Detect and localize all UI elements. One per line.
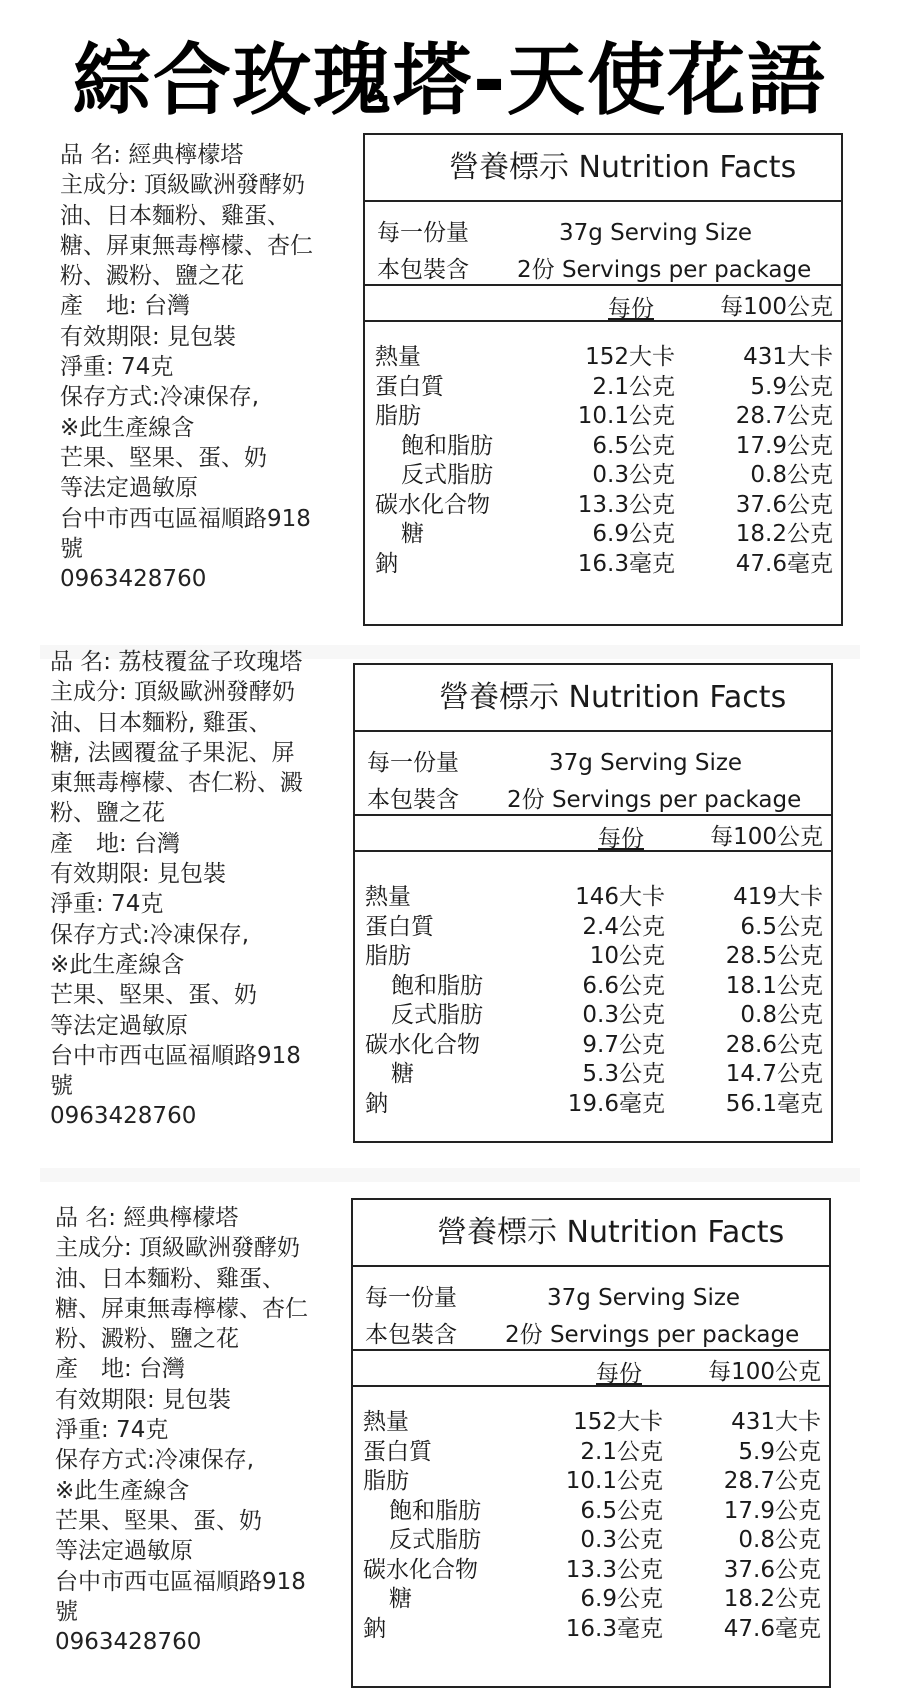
info-line: 台中市西屯區福順路918 [50, 1042, 301, 1069]
nutrient-per-serving: 146大卡 [575, 884, 665, 910]
nutrition-row [355, 1089, 831, 1119]
info-line: 淨重: 74克 [60, 354, 174, 381]
nutrient-per-100g: 419大卡 [733, 884, 823, 910]
nutrition-rows [365, 322, 841, 602]
nutrition-column-headers [355, 816, 831, 852]
info-line: 台中市西屯區福順路918 [60, 505, 311, 532]
info-line: 粉、鹽之花 [50, 800, 165, 827]
col-per-serving: 每份 [596, 1361, 642, 1387]
serving-size-value: 37g Serving Size [559, 220, 753, 246]
package-label: 本包裝含 [365, 1322, 457, 1348]
section-divider [40, 1168, 860, 1182]
info-line: 0963428760 [55, 1629, 202, 1656]
nutrient-name: 蛋白質 [375, 373, 444, 400]
nutrient-per-serving: 16.3毫克 [565, 1615, 663, 1642]
nutrient-name: 糖 [391, 1061, 414, 1087]
serving-size-label: 每一份量 [365, 1285, 457, 1311]
nutrient-per-100g: 47.6毫克 [735, 550, 833, 577]
info-line: 號 [50, 1073, 73, 1100]
nutrient-name: 熱量 [375, 344, 421, 370]
nutrient-per-100g: 37.6公克 [735, 491, 833, 518]
info-line: 有效期限: 見包裝 [55, 1386, 232, 1413]
page-title: 綜合玫瑰塔-天使花語 [72, 36, 828, 126]
info-line: 芒果、堅果、蛋、奶 [50, 982, 257, 1009]
nutrient-name: 脂肪 [375, 403, 421, 429]
nutrition-row [353, 1407, 829, 1437]
nutrition-rows [353, 1387, 829, 1662]
serving-size-label: 每一份量 [367, 750, 459, 776]
nutrient-per-100g: 47.6毫克 [723, 1615, 821, 1642]
nutrient-per-100g: 56.1毫克 [725, 1090, 823, 1117]
nutrient-per-100g: 18.2公克 [723, 1586, 821, 1612]
col-per-100g: 每100公克 [710, 824, 823, 850]
col-per-100g: 每100公克 [708, 1359, 821, 1385]
nutrient-per-serving: 0.3公克 [582, 1002, 665, 1028]
nutrient-name: 反式脂肪 [401, 462, 493, 488]
nutrition-row [353, 1496, 829, 1526]
nutrition-rows [355, 852, 831, 1122]
nutrient-per-100g: 0.8公克 [750, 462, 833, 488]
info-line: ※此生產線含 [50, 951, 185, 978]
nutrient-name: 飽和脂肪 [389, 1497, 481, 1524]
info-line: 號 [55, 1598, 78, 1625]
info-line: 產 地: 台灣 [50, 830, 181, 857]
info-line: 東無毒檸檬、杏仁粉、澱 [50, 770, 303, 797]
nutrition-row [365, 490, 841, 520]
product-info-block [55, 1203, 308, 1657]
nutrition-row [365, 460, 841, 490]
nutrient-per-serving: 6.5公克 [592, 432, 675, 459]
nutrition-row [353, 1584, 829, 1614]
info-line: 品 名: 荔枝覆盆子玫瑰塔 [50, 649, 303, 675]
nutrition-row [365, 401, 841, 431]
nutrition-heading: 營養標示 Nutrition Facts [365, 135, 841, 202]
nutrient-per-serving: 16.3毫克 [577, 550, 675, 577]
nutrition-row [353, 1466, 829, 1496]
nutrition-row [365, 342, 841, 372]
nutrient-name: 糖 [389, 1586, 412, 1612]
product-info-block [50, 647, 303, 1132]
nutrition-heading: 營養標示 Nutrition Facts [355, 665, 831, 732]
info-line: 0963428760 [60, 566, 207, 593]
info-line: 等法定過敏原 [50, 1012, 188, 1039]
nutrition-facts-box [351, 1198, 831, 1688]
serving-size-value: 37g Serving Size [547, 1285, 741, 1311]
info-line: 粉、澱粉、鹽之花 [55, 1326, 239, 1353]
nutrient-per-serving: 13.3公克 [577, 491, 675, 518]
nutrient-name: 脂肪 [365, 943, 411, 969]
product-info-block [60, 140, 313, 594]
nutrition-row [365, 372, 841, 402]
info-line: 芒果、堅果、蛋、奶 [55, 1507, 262, 1534]
col-per-100g: 每100公克 [720, 294, 833, 320]
info-line: 糖、屏東無毒檸檬、杏仁 [55, 1295, 308, 1322]
nutrition-row [355, 1030, 831, 1060]
nutrition-row [353, 1525, 829, 1555]
nutrient-per-100g: 18.1公克 [725, 972, 823, 999]
nutrient-per-serving: 9.7公克 [582, 1031, 665, 1058]
nutrient-name: 鈉 [375, 550, 398, 577]
nutrient-name: 飽和脂肪 [391, 972, 483, 999]
info-line: 油、日本麵粉、雞蛋、 [60, 202, 290, 229]
info-line: 品 名: 經典檸檬塔 [60, 142, 244, 168]
nutrient-per-100g: 28.6公克 [725, 1031, 823, 1058]
package-value: 2份 Servings per package [505, 1322, 800, 1348]
nutrient-per-serving: 10.1公克 [577, 403, 675, 429]
nutrition-row [365, 549, 841, 579]
nutrient-per-serving: 6.5公克 [580, 1497, 663, 1524]
info-line: 淨重: 74克 [50, 891, 164, 918]
nutrient-per-serving: 6.6公克 [582, 972, 665, 999]
nutrient-name: 鈉 [363, 1615, 386, 1642]
col-per-serving: 每份 [598, 826, 644, 852]
nutrient-per-serving: 6.9公克 [580, 1586, 663, 1612]
nutrient-per-100g: 28.7公克 [723, 1468, 821, 1494]
nutrition-row [355, 882, 831, 912]
nutrient-per-100g: 0.8公克 [738, 1527, 821, 1553]
info-line: 保存方式:冷凍保存, [50, 921, 250, 948]
nutrient-per-100g: 17.9公克 [735, 432, 833, 459]
nutrition-row [353, 1555, 829, 1585]
nutrient-name: 熱量 [365, 884, 411, 910]
nutrition-row [365, 431, 841, 461]
package-label: 本包裝含 [377, 257, 469, 283]
nutrition-row [355, 1059, 831, 1089]
nutrient-per-100g: 6.5公克 [740, 913, 823, 940]
nutrient-per-100g: 431大卡 [743, 344, 833, 370]
info-line: 保存方式:冷凍保存, [60, 384, 260, 411]
serving-size-value: 37g Serving Size [549, 750, 743, 776]
nutrient-per-serving: 6.9公克 [592, 521, 675, 547]
info-line: 保存方式:冷凍保存, [55, 1447, 255, 1474]
nutrient-per-serving: 0.3公克 [580, 1527, 663, 1553]
info-line: ※此生產線含 [60, 414, 195, 441]
serving-size-label: 每一份量 [377, 220, 469, 246]
info-line: 油、日本麵粉, 雞蛋、 [50, 709, 272, 736]
nutrient-per-serving: 2.4公克 [582, 913, 665, 940]
nutrition-row [353, 1437, 829, 1467]
nutrient-per-100g: 431大卡 [731, 1409, 821, 1435]
nutrient-name: 蛋白質 [363, 1438, 432, 1465]
info-line: 有效期限: 見包裝 [50, 861, 227, 888]
nutrient-name: 碳水化合物 [363, 1556, 478, 1583]
nutrient-per-100g: 0.8公克 [740, 1002, 823, 1028]
nutrient-per-serving: 13.3公克 [565, 1556, 663, 1583]
nutrient-per-100g: 37.6公克 [723, 1556, 821, 1583]
nutrient-name: 熱量 [363, 1409, 409, 1435]
nutrient-name: 碳水化合物 [365, 1031, 480, 1058]
nutrient-per-100g: 5.9公克 [750, 373, 833, 400]
serving-info [365, 202, 841, 286]
nutrient-name: 反式脂肪 [391, 1002, 483, 1028]
nutrient-name: 糖 [401, 521, 424, 547]
nutrition-row [355, 971, 831, 1001]
nutrient-name: 脂肪 [363, 1468, 409, 1494]
package-label: 本包裝含 [367, 787, 459, 813]
nutrient-name: 反式脂肪 [389, 1527, 481, 1553]
nutrient-per-serving: 5.3公克 [582, 1061, 665, 1087]
nutrient-name: 飽和脂肪 [401, 432, 493, 459]
info-line: 0963428760 [50, 1103, 197, 1130]
info-line: 淨重: 74克 [55, 1417, 169, 1444]
nutrient-per-serving: 0.3公克 [592, 462, 675, 488]
nutrition-row [355, 1000, 831, 1030]
nutrition-row [353, 1614, 829, 1644]
nutrient-per-100g: 5.9公克 [738, 1438, 821, 1465]
info-line: 產 地: 台灣 [55, 1356, 186, 1383]
package-value: 2份 Servings per package [517, 257, 812, 283]
nutrient-per-100g: 28.7公克 [735, 403, 833, 429]
info-line: 等法定過敏原 [60, 475, 198, 502]
info-line: 粉、澱粉、鹽之花 [60, 263, 244, 290]
info-line: 有效期限: 見包裝 [60, 323, 237, 350]
info-line: 號 [60, 535, 83, 562]
nutrient-per-serving: 10.1公克 [565, 1468, 663, 1494]
nutrient-per-serving: 152大卡 [585, 344, 675, 370]
nutrient-per-serving: 19.6毫克 [567, 1090, 665, 1117]
nutrition-row [365, 519, 841, 549]
serving-info [355, 732, 831, 816]
info-line: 糖, 法國覆盆子果泥、屏 [50, 739, 295, 766]
info-line: 主成分: 頂級歐洲發酵奶 [60, 172, 306, 199]
info-line: 主成分: 頂級歐洲發酵奶 [55, 1235, 301, 1262]
package-value: 2份 Servings per package [507, 787, 802, 813]
info-line: 糖、屏東無毒檸檬、杏仁 [60, 232, 313, 259]
nutrient-per-serving: 10公克 [589, 943, 665, 969]
info-line: 主成分: 頂級歐洲發酵奶 [50, 679, 296, 706]
nutrient-name: 鈉 [365, 1090, 388, 1117]
nutrient-name: 蛋白質 [365, 913, 434, 940]
col-per-serving: 每份 [608, 296, 654, 322]
nutrient-per-serving: 152大卡 [573, 1409, 663, 1435]
nutrient-per-100g: 17.9公克 [723, 1497, 821, 1524]
nutrient-per-100g: 18.2公克 [735, 521, 833, 547]
nutrition-row [355, 941, 831, 971]
info-line: 產 地: 台灣 [60, 293, 191, 320]
nutrient-per-100g: 14.7公克 [725, 1061, 823, 1087]
info-line: 台中市西屯區福順路918 [55, 1568, 306, 1595]
info-line: 芒果、堅果、蛋、奶 [60, 444, 267, 471]
nutrition-row [355, 912, 831, 942]
nutrition-facts-box [353, 663, 833, 1143]
info-line: 油、日本麵粉、雞蛋、 [55, 1265, 285, 1292]
info-line: ※此生產線含 [55, 1477, 190, 1504]
nutrition-facts-box [363, 133, 843, 626]
nutrition-column-headers [353, 1351, 829, 1387]
nutrient-name: 碳水化合物 [375, 491, 490, 518]
nutrition-column-headers [365, 286, 841, 322]
info-line: 品 名: 經典檸檬塔 [55, 1205, 239, 1231]
nutrition-heading: 營養標示 Nutrition Facts [353, 1200, 829, 1267]
serving-info [353, 1267, 829, 1351]
nutrient-per-serving: 2.1公克 [580, 1438, 663, 1465]
info-line: 等法定過敏原 [55, 1538, 193, 1565]
nutrient-per-100g: 28.5公克 [725, 943, 823, 969]
nutrient-per-serving: 2.1公克 [592, 373, 675, 400]
